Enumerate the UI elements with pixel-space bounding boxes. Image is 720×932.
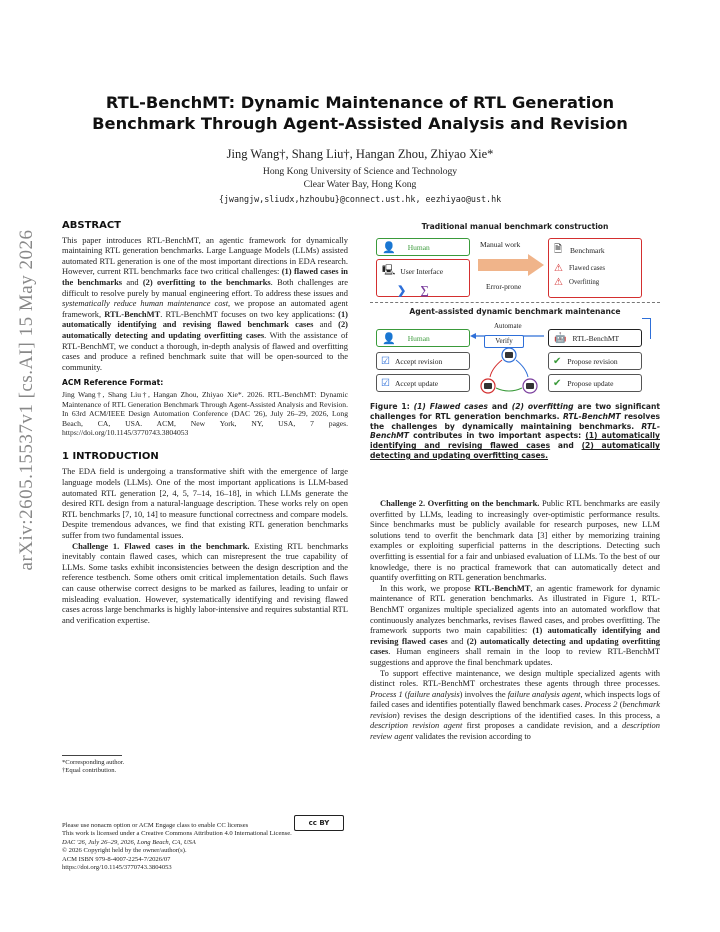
caption-segment: resolves the challenges by dynamically maintaining benchmarks.: [370, 411, 661, 431]
proposal-segment: RTL-BenchMT: [474, 582, 531, 593]
document-icon: 🗎: [554, 244, 563, 255]
agents-paragraph: [370, 668, 660, 742]
human-box-2: [376, 329, 470, 347]
caption-segment: RTL-BenchMT: [370, 421, 660, 441]
affiliation-1: Hong Kong University of Science and Technology: [262, 166, 458, 177]
challenge-2-lead: Challenge 2. Overfitting on the benchmark.: [380, 498, 540, 508]
abstract-segment: and: [313, 319, 339, 330]
agents-segment: Process 1: [370, 688, 403, 699]
figure-top-title: Traditional manual benchmark construction: [421, 222, 609, 231]
proposal-segment: and: [447, 635, 467, 646]
agents-segment: (: [402, 688, 408, 699]
caption-segment: are two significant challenges for RTL generation benchmarks.: [370, 402, 660, 421]
agents-segment: Process 2: [584, 699, 618, 710]
cc-by-badge: cc BY: [294, 815, 344, 831]
proposal-segment: In this work, we propose: [380, 582, 475, 593]
accept-update-label: Accept update: [394, 378, 439, 388]
footnotes: [62, 759, 348, 776]
license-line: © 2026 Copyright held by the owner/author(s).: [62, 847, 187, 855]
abstract-segment: and: [122, 276, 143, 287]
check-circle-icon: ✔: [553, 377, 562, 389]
figure-1: [370, 218, 660, 396]
paper-title: [80, 92, 640, 134]
agents-segment: failure analysis: [407, 688, 460, 699]
accept-update-box: [376, 374, 470, 392]
challenge-2-body: Public RTL benchmarks are easily overfitted by LLMs, leading to increasingly over-optimistic performance results. Since benchmarks must be publicly available for research purposes, new LLM solutions tend to overfit the benchmark data [3] either by memorizing training examples or exploiting superficial patterns in the descriptions. Detecting such overfitting is essential for a fair and unbiased evaluation of LLMs. To the best of our knowledge, there is no practical framework that can automatically detect and quantify overfitting on RTL generation benchmarks.: [370, 498, 660, 583]
abstract-segment: . Both challenges are difficult to resolve purely by manual engineering effort. To address these issues and: [62, 276, 348, 298]
abstract-segment: . With the assistance of RTL-BenchMT, we conduct a thorough, in-depth analysis of flawed and overfitting cases and produce a refined benchmark suite that will be open-sourced to the community.: [62, 329, 348, 372]
acm-ref-heading: ACM Reference Format:: [62, 378, 164, 388]
benchmark-box: [548, 238, 642, 298]
license-line: This work is licensed under a Creative Commons Attribution 4.0 International License.: [62, 830, 292, 838]
vscode-icon: ❯: [397, 285, 407, 297]
caption-text: [370, 402, 660, 460]
check-circle-icon: ✔: [553, 355, 562, 367]
propose-revision-box: [548, 352, 642, 370]
title-line-1: RTL-BenchMT: Dynamic Maintenance of RTL Generation: [105, 93, 615, 112]
abstract-segment: systematically reduce human maintenance cost: [62, 298, 229, 309]
abstract-segment: (2) overfitting to the benchmarks: [142, 276, 271, 287]
footnote-corresponding: *Corresponding author.: [62, 759, 125, 766]
agents-segment: ) involves the: [459, 688, 508, 699]
caption-segment: and: [550, 441, 582, 451]
caption-segment: (2) automatically detecting and updating overfitting cases.: [370, 441, 660, 460]
tool-logo-icon: ∑: [420, 283, 429, 297]
license-line: https://doi.org/10.1145/3770743.3804053: [62, 864, 172, 872]
accept-revision-box: [376, 352, 470, 370]
agents-segment: validates the revision according to: [413, 731, 531, 742]
accept-revision-label: Accept revision: [394, 356, 443, 366]
agents-segment: To support effective maintenance, we design multiple specialized agents with distinct roles. RTL-BenchMT orchestrates these agents through three processes.: [370, 667, 660, 689]
license-line: ACM ISBN 979-8-4007-2254-7/2026/07: [62, 855, 171, 863]
arxiv-stamp: arXiv:2605.15537v1 [cs.AI] 15 May 2026: [16, 229, 37, 571]
challenge-1-paragraph: [62, 541, 348, 626]
caption-segment: RTL-BenchMT: [563, 411, 621, 421]
figure-divider: [370, 302, 660, 303]
checkbox-icon: ☑: [381, 377, 390, 389]
abstract-segment: (1) flawed cases in the benchmarks: [62, 266, 349, 287]
emails: {jwangjw,sliudx,hzhoubu}@connect.ust.hk, eezhiyao@ust.hk: [218, 194, 502, 204]
warning-icon: ⚠: [554, 263, 563, 274]
caption-segment: (2) overfitting: [511, 402, 574, 411]
manual-arrow-icon: [478, 254, 546, 276]
user-interface-label: User Interface: [400, 267, 444, 276]
propose-update-label: Propose update: [567, 378, 614, 388]
acm-ref-text: Jing Wang†, Shang Liu†, Hangan Zhou, Zhiyao Xie*. 2026. RTL-BenchMT: Dynamic Maintenance of RTL Generation Benchmark Through Agent-Assisted Analysis and Revision. In 63rd ACM/IEEE Design Automation Conference (DAC '26), July 26–29, 2026, Long Beach, CA, USA. ACM, New York, NY, USA, 7 pages. https://doi.org/10.1145/3770743.3804053: [62, 389, 348, 438]
human-box: [376, 238, 470, 256]
caption-segment: Figure 1:: [370, 402, 414, 411]
abstract-segment: . RTL-BenchMT focuses on two key applications:: [160, 308, 339, 319]
flawed-cases-label: Flawed cases: [568, 265, 606, 272]
proposal-segment: , an agentic framework for dynamic maintenance of RTL generation benchmarks. As illustrated in Figure 1, RTL-BenchMT organizes multiple specialized agents into an automated workflow that continuously analyzes benchmarks, revises flawed cases, and probes overfitting. The framework supports two main capabilities:: [370, 582, 660, 636]
person-icon: 👤: [382, 241, 396, 254]
caption-segment: (1) automatically identifying and revising flawed cases: [370, 431, 660, 451]
monitor-icon: 🖳: [382, 265, 396, 276]
caption-segment: (1) Flawed cases: [413, 402, 488, 411]
agents-segment: , which inspects logs of failed cases and identifies potentially flawed benchmark cases.: [370, 688, 661, 710]
error-prone-label: Error-prone: [486, 282, 522, 291]
abstract-text: [62, 235, 348, 373]
license-line: DAC '26, July 26–29, 2026, Long Beach, CA, USA: [62, 838, 196, 846]
manual-work-label: Manual work: [480, 240, 521, 249]
agents-segment: ) revises the design descriptions of the identified cases. In this process, a: [396, 709, 660, 720]
agents-segment: (: [617, 699, 623, 710]
abstract-segment: (1) automatically identifying and revising flawed benchmark cases: [62, 308, 348, 330]
propose-revision-label: Propose revision: [567, 356, 618, 366]
proposal-segment: (2) automatically detecting and updating overfitting cases: [370, 635, 661, 657]
checkbox-icon: ☑: [381, 355, 390, 367]
proposal-paragraph: [370, 583, 660, 668]
abstract-segment: (2) automatically detecting and updating overfitting cases: [62, 319, 348, 340]
propose-update-box: [548, 374, 642, 392]
abstract-heading: ABSTRACT: [62, 220, 121, 231]
human-label: Human: [407, 242, 430, 252]
verify-box: Verify: [484, 335, 524, 348]
caption-segment: and: [487, 402, 512, 411]
agents-segment: first proposes a candidate revision, and a: [462, 720, 623, 731]
agents-segment: benchmark revision: [370, 699, 660, 720]
loop-connector: [642, 318, 651, 339]
right-column: [370, 498, 660, 742]
abstract-segment: , we propose an automated agent framework,: [62, 298, 348, 319]
challenge-1-body: Existing RTL benchmarks inevitably contain flawed cases, which can misrepresent the true capability of LLMs. Some tasks exhibit inconsistencies between the design description and the reference testbench. Some others omit critical implementation details. Such flaws can cause otherwise correct designs to be marked as failures, leading to unfair or misleading evaluation. However, systematically identifying and revising flawed cases across large benchmarks is highly labor-intensive and requires substantial RTL and verification expertise.: [62, 540, 349, 625]
authors: Jing Wang†, Shang Liu†, Hangan Zhou, Zhiyao Xie*: [226, 147, 494, 161]
footnote-equal: †Equal contribution.: [62, 767, 117, 775]
agents-cycle-icon: [474, 346, 544, 396]
intro-heading: 1 INTRODUCTION: [62, 450, 159, 462]
overfitting-label: Overfitting: [568, 279, 600, 286]
affiliation-2: Clear Water Bay, Hong Kong: [303, 179, 417, 190]
warning-icon: ⚠: [554, 277, 563, 288]
automate-label: Automate: [494, 322, 522, 330]
abstract-segment: RTL-BenchMT: [104, 308, 161, 319]
proposal-segment: (1) automatically identifying and revising flawed cases: [370, 625, 660, 646]
caption-segment: contributes in two important aspects:: [409, 431, 586, 441]
proposal-segment: . Human engineers shall remain in the loop to review RTL-BenchMT suggestions and approve the final benchmark updates.: [370, 646, 660, 667]
agents-segment: description revision agent: [370, 720, 463, 731]
human-label-2: Human: [407, 333, 430, 343]
intro-paragraph: The EDA field is undergoing a transformative shift with the emergence of large language models (LLMs). One of the most important applications is LLM-based automated RTL generation [2, 4, 5, 7–14, 16–18], in which LLMs generate the desired RTL design from a natural-language description. These works rely on open RTL benchmarks [7, 10, 14] to measure functional correctness and compare models. Despite tremendous advances, we find that existing RTL generation benchmarks suffer from two fundamental issues.: [62, 466, 348, 541]
user-interface-box: [376, 259, 470, 297]
agents-segment: description review agent: [370, 720, 660, 742]
left-column: [62, 221, 348, 625]
person-icon: 👤: [382, 332, 396, 345]
footnote-rule: [62, 755, 122, 756]
figure-bottom-title: Agent-assisted dynamic benchmark maintenance: [409, 307, 621, 316]
challenge-2-paragraph: [370, 498, 660, 583]
figure-caption: [370, 402, 660, 461]
robot-icon: 🤖: [554, 332, 567, 344]
title-line-2: Benchmark Through Agent-Assisted Analysis and Revision: [92, 114, 628, 133]
challenge-1-lead: Challenge 1. Flawed cases in the benchmark.: [72, 540, 250, 551]
abstract-segment: This paper introduces RTL-BenchMT, an agentic framework for dynamically maintaining RTL generation benchmarks. Large Language Models (LLMs) assisted automated RTL generation is one of the most important directions in EDA research. However, current RTL benchmarks face two critical challenges:: [62, 234, 348, 277]
rtl-benchmt-label: RTL-BenchMT: [572, 333, 620, 343]
rtl-benchmt-box: [548, 329, 642, 347]
benchmark-label: Benchmark: [570, 246, 605, 255]
license-line: Please use nonacm option or ACM Engage class to enable CC licenses: [62, 822, 249, 829]
agents-segment: failure analysis agent: [507, 688, 581, 699]
